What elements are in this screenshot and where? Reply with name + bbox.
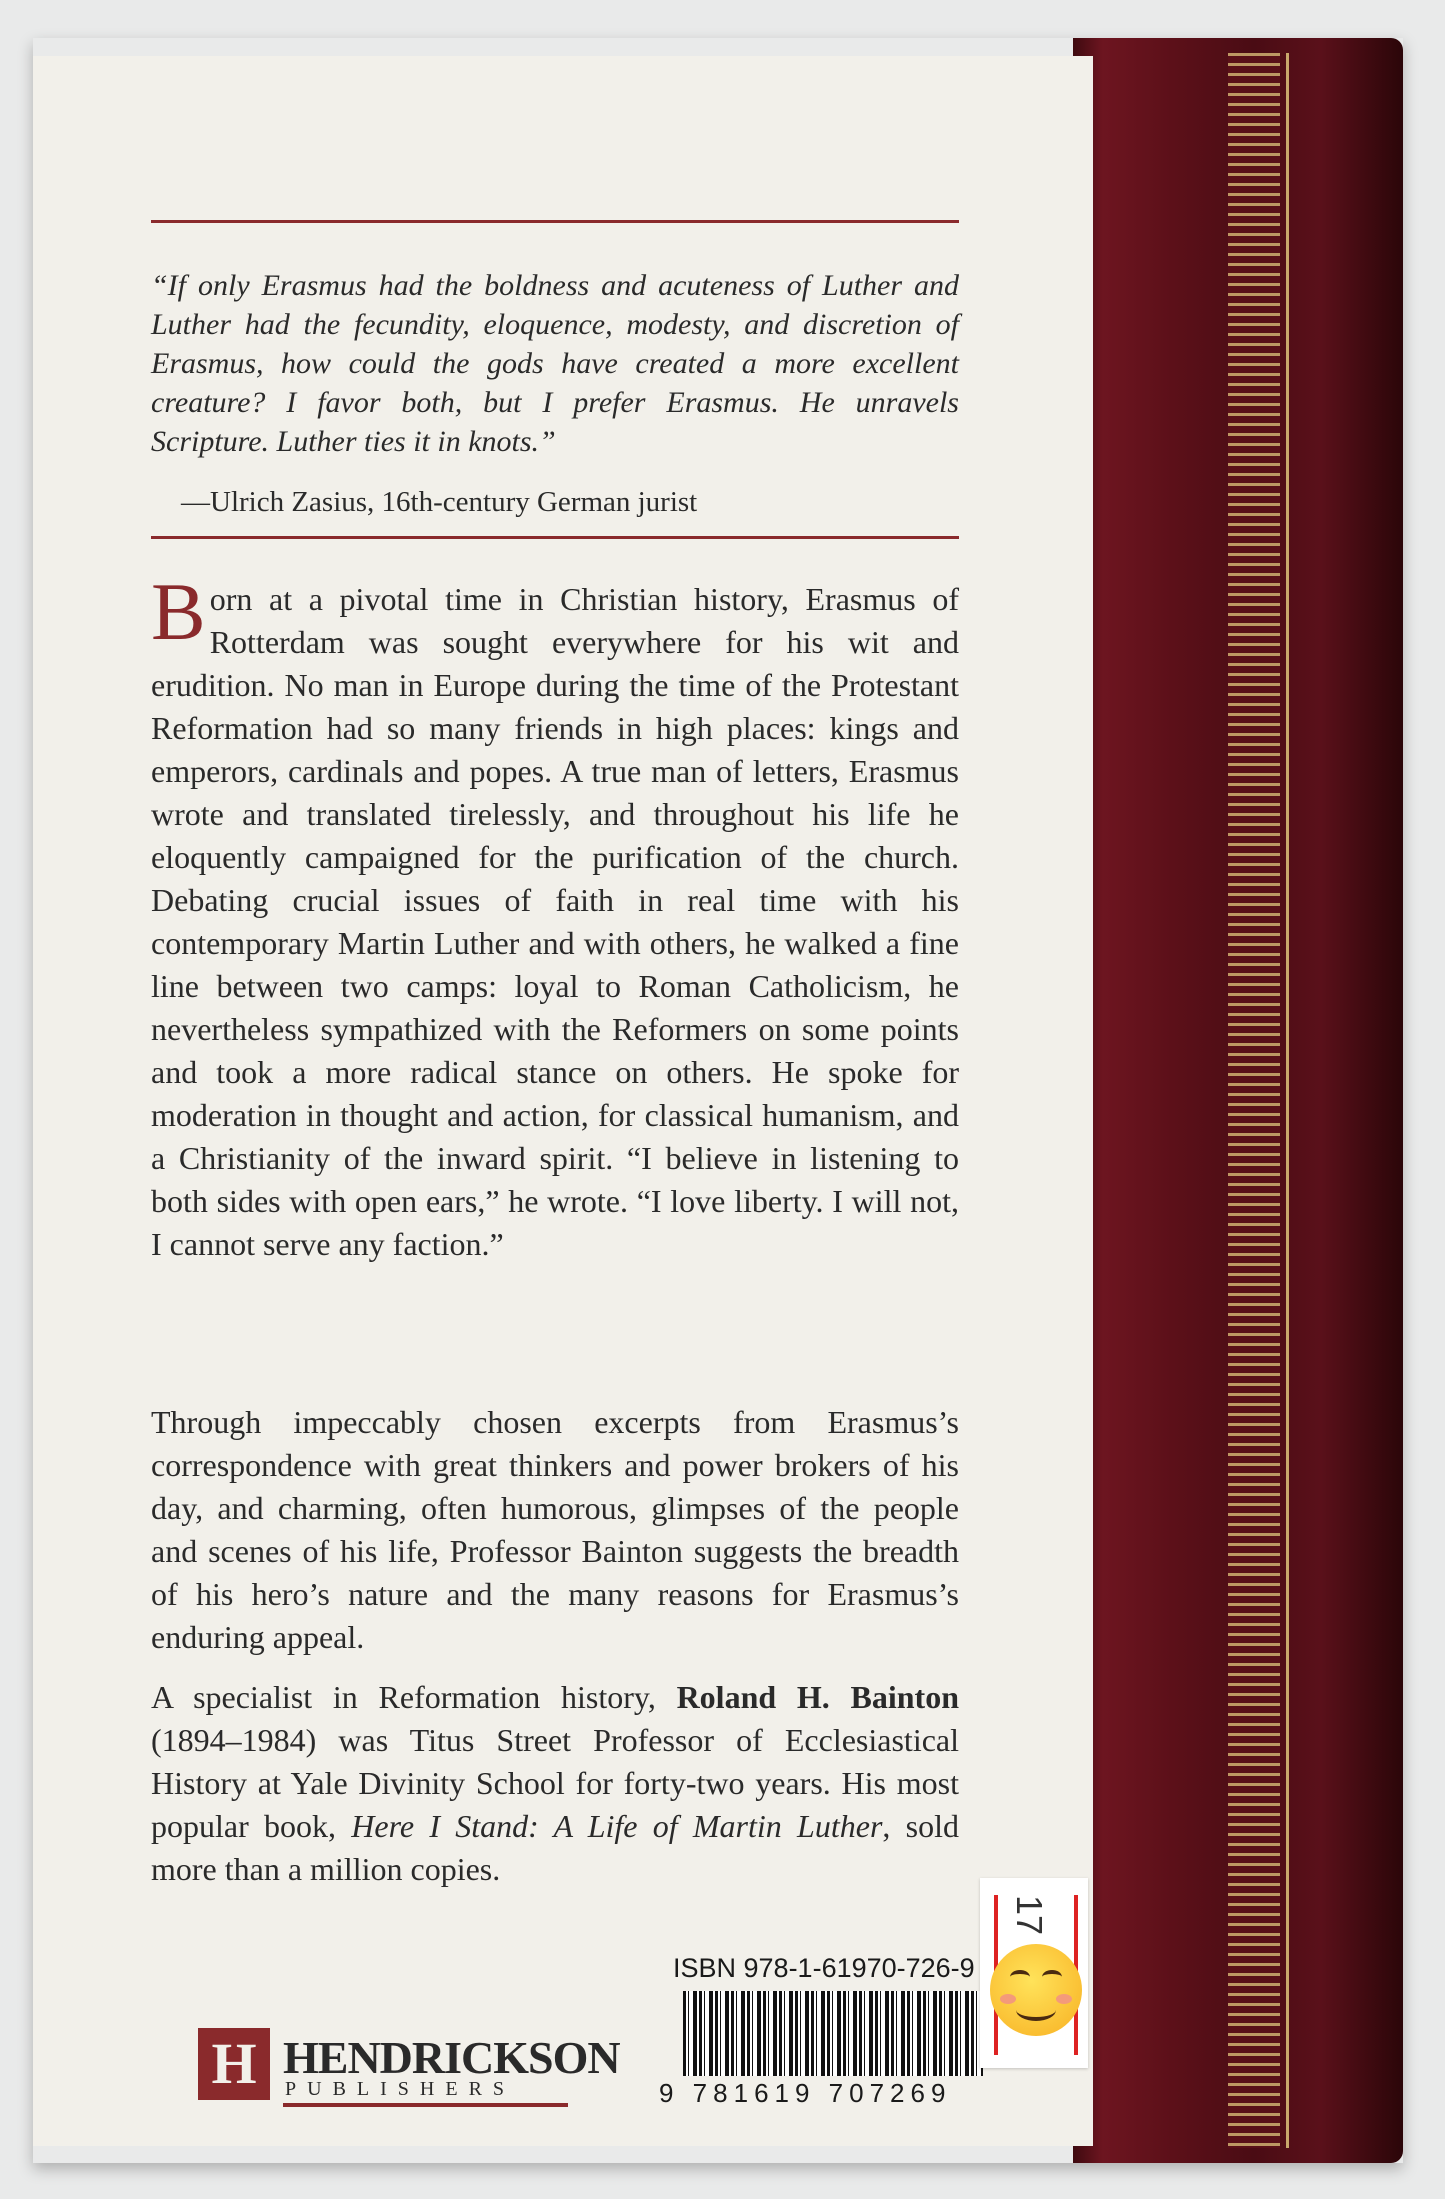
drop-cap: B [151,566,206,657]
bio-mid: (1894–1984) was Titus Street Professor of Ecclesiastical History at Yale Divinity School for forty-two years. His most popular book, [151,1722,959,1844]
back-cover [33,56,1093,2146]
emoji-left-cheek [1000,1994,1016,2004]
spine-gold-line [1286,53,1289,2148]
emoji-right-cheek [1056,1994,1072,2004]
publisher-logo-mark: H [198,2028,270,2100]
bio-start: A specialist in Reformation history, [151,1679,677,1715]
emoji-right-eye [1042,1970,1062,1984]
barcode [683,1991,983,2076]
description-paragraph-2: Through impeccably chosen excerpts from Erasmus’s correspondence with great thinkers and power brokers of his day, and charming, often humorous, glimpses of the people and scenes of his life, Professor Bainton suggests the breadth of his hero’s nature and the many reasons for Erasmus’s enduring appeal. [151,1404,959,1655]
bio-end: , sold more than a million copies. [151,1808,960,1887]
quote-attribution: —Ulrich Zasius, 16th-century German jurist [181,486,698,518]
quote-text: “If only Erasmus had the boldness and acuteness of Luther and Luther had the fecundity, eloquence, modesty, and discretion of Erasmus, how could the gods have created a more excellent creature? I favor both, but I prefer Erasmus. He unravels Scripture. Luther ties it in knots.” [151,269,959,458]
book [33,38,1403,2163]
publisher-name: HENDRICKSON [283,2032,620,2083]
isbn-label: ISBN 978-1-61970-726-9 [673,1953,975,1983]
smiley-emoji-icon [990,1944,1082,2036]
publisher-subtitle: PUBLISHERS [285,2078,516,2100]
emoji-left-eye [1010,1970,1030,1984]
book-title: Here I Stand: A Life of Martin Luther [351,1808,883,1844]
top-rule [151,220,959,223]
bottom-rule [151,536,959,539]
publisher-underline [283,2103,568,2107]
emoji-mouth [1016,1999,1056,2021]
barcode-digits: 9 781619 707269 [659,2078,952,2108]
description-paragraph-1 [151,566,959,1266]
sticker-number: 17 [1009,1895,1050,1936]
author-bio [151,1676,959,1891]
spine-decorative-border [1228,53,1280,2148]
paragraph-1-text: orn at a pivotal time in Christian history, Erasmus of Rotterdam was sought everywhere for his wit and erudition. No man in Europe during the time of the Protestant Reformation had so many friends in high places: kings and emperors, cardinals and popes. A true man of letters, Erasmus wrote and translated tirelessly, and throughout his life he eloquently campaigned for the purification of the church. Debating crucial issues of faith in real time with his contemporary Martin Luther and with others, he walked a fine line between two camps: loyal to Roman Catholicism, he nevertheless sympathized with the Reformers on some points and took a more radical stance on others. He spoke for moderation in thought and action, for classical humanism, and a Christianity of the inward spirit. “I believe in listening to both sides with open ears,” he wrote. “I love liberty. I will not, I cannot serve any faction.” [151,581,959,1262]
author-name: Roland H. Bainton [676,1679,960,1715]
